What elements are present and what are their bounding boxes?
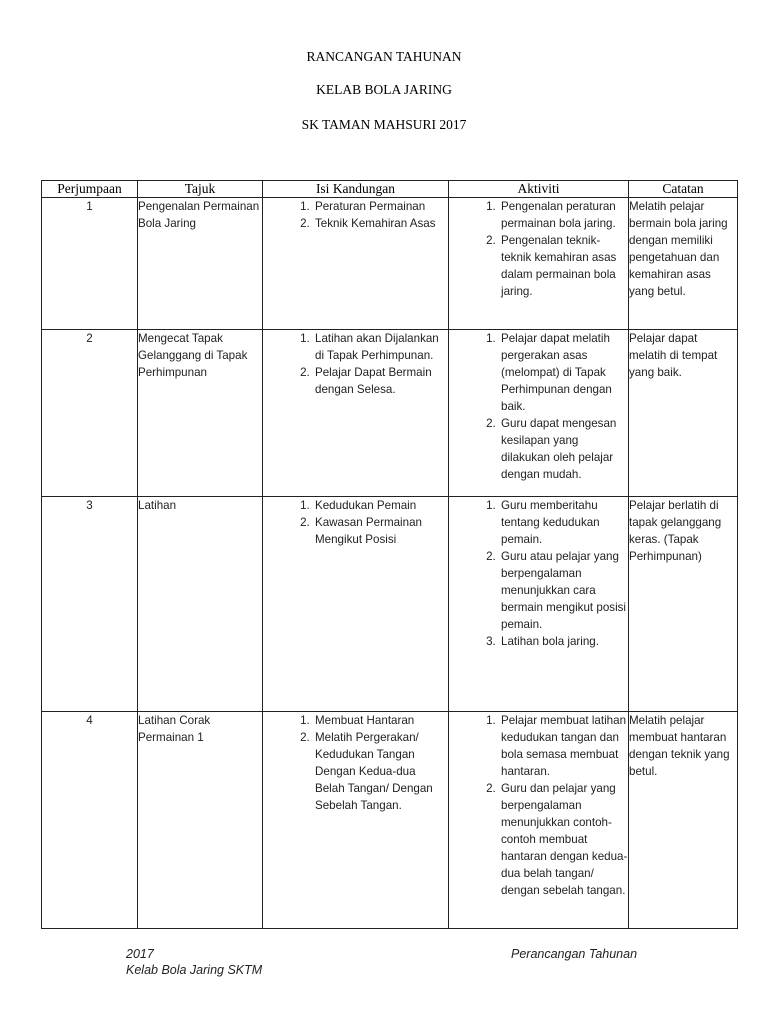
row-isi-kandungan — [263, 497, 449, 712]
row-number: 1 — [42, 198, 138, 330]
header-aktiviti: Aktiviti — [449, 181, 629, 198]
row-isi-kandungan — [263, 330, 449, 497]
list-item: 2. Pelajar Dapat Bermain dengan Selesa. — [313, 364, 448, 398]
list-item: 2. Guru dapat mengesan kesilapan yang dilakukan oleh pelajar dengan mudah. — [499, 415, 628, 483]
row-aktiviti — [449, 497, 629, 712]
table-row — [42, 712, 738, 929]
list-item: 1. Pelajar membuat latihan kedudukan tangan dan bola semasa membuat hantaran. — [499, 712, 628, 780]
list-item: 2. Guru dan pelajar yang berpengalaman menunjukkan contoh-contoh membuat hantaran dengan kedua-dua belah tangan/ dengan sebelah tangan. — [499, 780, 628, 899]
list-item: 1. Pelajar dapat melatih pergerakan asas (melompat) di Tapak Perhimpunan dengan baik. — [499, 330, 628, 415]
table-header-row — [42, 181, 738, 198]
row-aktiviti — [449, 330, 629, 497]
row-number: 3 — [42, 497, 138, 712]
footer-year: 2017 — [126, 947, 154, 961]
row-catatan: Melatih pelajar membuat hantaran dengan teknik yang betul. — [629, 712, 738, 929]
row-tajuk: Latihan Corak Permainan 1 — [138, 712, 263, 929]
list-item: 2. Kawasan Permainan Mengikut Posisi — [313, 514, 448, 548]
list-item: 3. Latihan bola jaring. — [499, 633, 628, 650]
row-catatan: Melatih pelajar bermain bola jaring dengan memiliki pengetahuan dan kemahiran asas yang betul. — [629, 198, 738, 330]
list-item: 2. Melatih Pergerakan/ Kedudukan Tangan Dengan Kedua-dua Belah Tangan/ Dengan Sebelah Tangan. — [313, 729, 448, 814]
list-item: 1. Pengenalan peraturan permainan bola jaring. — [499, 198, 628, 232]
header-catatan: Catatan — [629, 181, 738, 198]
school-name: SK TAMAN MAHSURI 2017 — [301, 117, 467, 132]
row-number: 2 — [42, 330, 138, 497]
list-item: 2. Pengenalan teknik-teknik kemahiran asas dalam permainan bola jaring. — [499, 232, 628, 300]
annual-plan-table — [41, 180, 738, 929]
list-item: 1. Peraturan Permainan — [313, 198, 448, 215]
row-catatan: Pelajar berlatih di tapak gelanggang keras. (Tapak Perhimpunan) — [629, 497, 738, 712]
row-tajuk: Latihan — [138, 497, 263, 712]
list-item: 2. Guru atau pelajar yang berpengalaman menunjukkan cara bermain mengikut posisi pemain. — [499, 548, 628, 633]
list-item: 1. Latihan akan Dijalankan di Tapak Perhimpunan. — [313, 330, 448, 364]
table-row — [42, 198, 738, 330]
header-isi-kandungan: Isi Kandungan — [263, 181, 449, 198]
row-aktiviti — [449, 712, 629, 929]
document-title: RANCANGAN TAHUNAN — [306, 49, 462, 64]
row-number: 4 — [42, 712, 138, 929]
footer-club: Kelab Bola Jaring SKTM — [126, 963, 263, 977]
row-tajuk: Mengecat Tapak Gelanggang di Tapak Perhimpunan — [138, 330, 263, 497]
list-item: 1. Membuat Hantaran — [313, 712, 448, 729]
row-aktiviti — [449, 198, 629, 330]
header-tajuk: Tajuk — [138, 181, 263, 198]
row-tajuk: Pengenalan Permainan Bola Jaring — [138, 198, 263, 330]
list-item: 2. Teknik Kemahiran Asas — [313, 215, 448, 232]
list-item: 1. Guru memberitahu tentang kedudukan pemain. — [499, 497, 628, 548]
row-isi-kandungan — [263, 198, 449, 330]
row-isi-kandungan — [263, 712, 449, 929]
table-row — [42, 497, 738, 712]
club-name: KELAB BOLA JARING — [316, 82, 452, 97]
table-row — [42, 330, 738, 497]
footer-document-name: Perancangan Tahunan — [511, 947, 638, 961]
header-perjumpaan: Perjumpaan — [42, 181, 138, 198]
list-item: 1. Kedudukan Pemain — [313, 497, 448, 514]
row-catatan: Pelajar dapat melatih di tempat yang baik. — [629, 330, 738, 497]
